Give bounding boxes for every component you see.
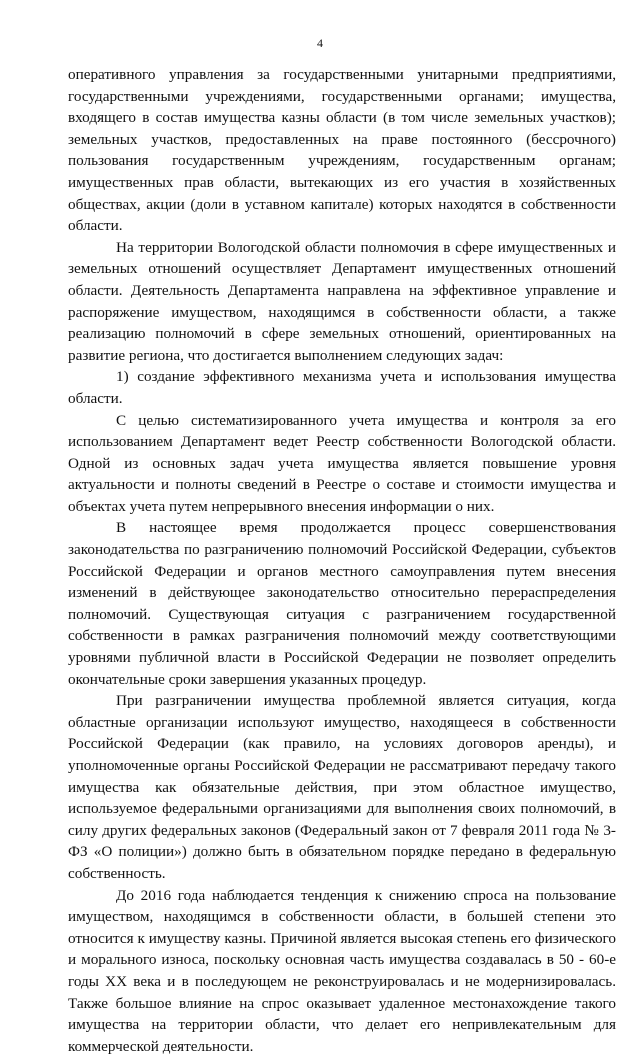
paragraph-registry: С целью систематизированного учета имущества и контроля за его использованием Департамент ведет Реестр собственности Вологодской области. Одной из основных задач учета имущества является повышение уровня актуальности и полноты сведений в Реестре о составе и стоимости имущества и объектах учета путем непрерывного внесения информации о них. [68, 411, 616, 515]
document-body [68, 64, 616, 1057]
paragraph-property-delimitation: При разграничении имущества проблемной является ситуация, когда областные организации используют имущество, находящееся в собственности Российской Федерации (как правило, на условиях договоров аренды), и уполномоченные органы Российской Федерации не рассматривают передачу такого имущества как обязательные действия, при этом областное имущество, используемое федеральными организациями для выполнения своих полномочий, в силу других федеральных законов (Федеральный закон от 7 февраля 2011 года № 3-ФЗ «О полиции») должно быть в обязательном порядке передано в федеральную собственность. [68, 692, 616, 882]
paragraph-legislation: В настоящее время продолжается процесс совершенствования законодательства по разграничению полномочий Российской Федерации, субъектов Российской Федерации и органов местного самоуправления путем внесения изменений в действующее законодательство относительно перераспределения полномочий. Существующая ситуация с разграничением государственной собственности в рамках разграничения полномочий между соответствующими уровнями публичной власти в Российской Федерации не позволяет определить окончательные сроки завершения указанных процедур. [68, 519, 616, 688]
paragraph-task-1: 1) создание эффективного механизма учета и использования имущества области. [68, 368, 616, 407]
page-number: 4 [317, 36, 323, 50]
paragraph-continuation: оперативного управления за государственными унитарными предприятиями, государственными учреждениями, государственными органами; имущества, входящего в состав имущества казны области (в том числе земельных участков); земельных участков, предоставленных на праве постоянного (бессрочного) пользования государственным учреждениям, государственным органам; имущественных прав области, вытекающих из его участия в хозяйственных обществах, акции (доли в уставном капитале) которых находятся в собственности области. [68, 66, 616, 235]
paragraph-department-powers: На территории Вологодской области полномочия в сфере имущественных и земельных отношений осуществляет Департамент имущественных отношений области. Деятельность Департамента направлена на эффективное управление и распоряжение имуществом, находящимся в собственности области, а также реализацию полномочий в сфере земельных отношений, ориентированных на развитие региона, что достигается выполнением следующих задач: [68, 238, 616, 364]
paragraph-demand-trend: До 2016 года наблюдается тенденция к снижению спроса на пользование имуществом, находящимся в собственности области, в большей степени это относится к имуществу казны. Причиной является высокая степень его физического и морального износа, поскольку основная часть имущества создавалась в 50 - 60-е годы XX века и в последующем не реконструировалась и не модернизировалась. Также большое влияние на спрос оказывает удаленное местонахождение такого имущества на территории области, что делает его непривлекательным для коммерческой деятельности. [68, 886, 616, 1055]
